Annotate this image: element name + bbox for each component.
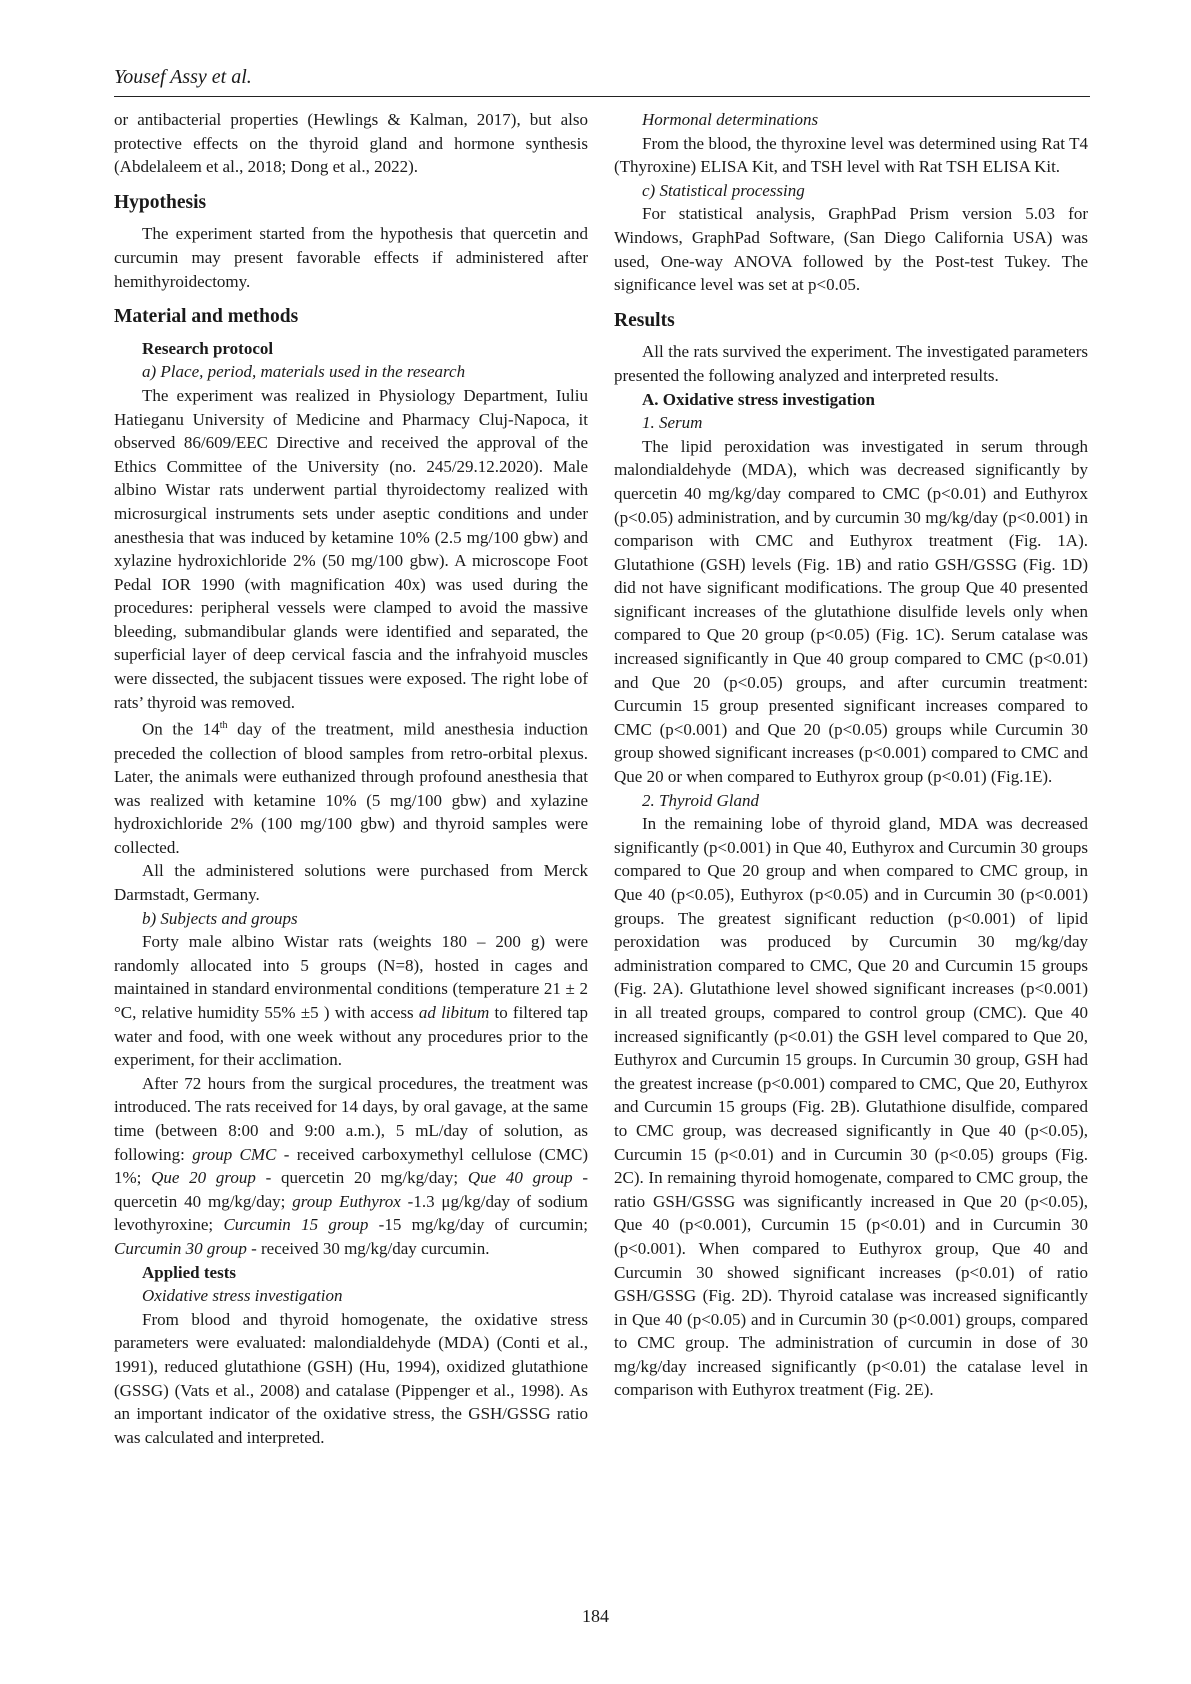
subheading-hormonal: Hormonal determinations — [642, 110, 819, 129]
paragraph-oxidative: From blood and thyroid homogenate, the oxidative stress parameters were evaluated: malondialdehyde (MDA) (Conti et al., 1991), reduced glutathione (GSH) (Hu, 1994), oxidized glutathione (GSSG) (Vats et al., 2008) and catalase (Pippenger et al., 1998). As an important indicator of the oxidative stress, the GSH/GSSG ratio was calculated and interpreted. — [114, 1309, 588, 1447]
paragraph-thyroid: In the remaining lobe of thyroid gland, MDA was decreased significantly (p<0.001) in Que 40, Euthyrox and Curcumin 30 groups compared to Que 20 group and when compared to CMC group, in Que 40 (p<0.05), Euthyrox (p<0.05) and in Curcumin 30 (p<0.001) groups. The greatest significant reduction (p<0.001) of lipid peroxidation was produced by Curcumin 30 mg/kg/day administration compared to CMC, Que 20 and Curcumin 15 groups (Fig. 2A). Glutathione level showed significant increases (p<0.001) in all treated groups, compared to control group (CMC). Que 40 increased significantly (p<0.01) the GSH level compared to Que 20, Euthyrox and Curcumin 15 groups. In Curcumin 30 group, GSH had the greatest increase (p<0.001) compared to CMC, Que 20, Euthyrox and Curcumin 15 groups (Fig. 2B). Glutathione disulfide, compared to CMC group, was decreased significantly in Que 40 (p<0.05), Curcumin 15 (p<0.01) and in Curcumin 30 (p<0.05) groups (Fig. 2C). In remaining thyroid homogenate, compared to CMC group, the ratio GSH/GSSG was significantly increased in Que 20 (p<0.05), Que 40 (p<0.001), Curcumin 15 (p<0.01) and in Curcumin 30 (p<0.001). When compared to Euthyrox group, Que 40 and Curcumin 30 showed significant increases (p<0.01) of ratio GSH/GSSG (Fig. 2D). Thyroid catalase was increased significantly in Que 40 (p<0.05) and in Curcumin 30 (p<0.001) groups, compared to CMC group. The administration of curcumin in dose of 30 mg/kg/day increased significantly (p<0.01) the catalase level in comparison with Euthyrox treatment (Fig. 2E). — [614, 814, 1088, 1400]
subheading-subjects: b) Subjects and groups — [142, 908, 298, 928]
paragraph-treatment: After 72 hours from the surgical procedures, the treatment was introduced. The rats received for 14 days, by oral gavage, at the same time (between 8:00 and 9:00 a.m.), 5 mL/day of solution, as following: group CMC - received carboxymethyl cellulose (CMC) 1%; Que 20 group - quercetin 20 mg/kg/day; Que 40 group - quercetin 40 mg/kg/day; group Euthyrox -1.3 μg/kg/day of sodium levothyroxine; Curcumin 15 group -15 mg/kg/day of curcumin; Curcumin 30 group - received 30 mg/kg/day curcumin. — [114, 1073, 588, 1258]
subheading-serum: 1. Serum — [642, 413, 703, 433]
paragraph-hypothesis: The experiment started from the hypothesis that quercetin and curcumin may present favorable effects if administered after hemithyroidectomy. — [114, 224, 588, 291]
left-column — [114, 108, 588, 1449]
heading-applied-tests: Applied tests — [142, 1262, 236, 1282]
heading-material-methods: Material and methods — [114, 306, 299, 328]
paragraph-results: All the rats survived the experiment. The investigated parameters presented the following analyzed and interpreted results. — [614, 342, 1088, 385]
heading-research-protocol: Research protocol — [142, 338, 274, 358]
paragraph-place: The experiment was realized in Physiology Department, Iuliu Hatieganu University of Medicine and Pharmacy Cluj-Napoca, it observed 86/609/EEC Directive and received the approval of the Ethics Committee of the University (no. 245/29.12.2020). Male albino Wistar rats underwent partial thyroidectomy realized with microsurgical instruments sets under aseptic conditions and under anesthesia that was induced by ketamine 10% (2.5 mg/100 gbw) and xylazine hydroxichloride 2% (50 mg/100 gbw). A microscope Foot Pedal IOR 1990 (with magnification 40x) was used during the procedures: peripheral vessels were clamped to avoid the massive bleeding, submandibular glands were identified and separated, the superficial layer of deep cervical fascia and the infrahyoid muscles were dissected, the subjacent tissues were exposed. The right lobe of rats’ thyroid was removed. — [114, 385, 588, 712]
running-header — [114, 62, 1090, 97]
heading-oxidative-investigation: A. Oxidative stress investigation — [642, 389, 875, 409]
paragraph-subjects: Forty male albino Wistar rats (weights 180 – 200 g) were randomly allocated into 5 groups (N=8), hosted in cages and maintained in standard environmental conditions (temperature 21 ± 2 °C, relative humidity 55% ±5 ) with access ad libitum to filtered tap water and food, with one week without any procedures prior to the experiment, for their acclimation. — [114, 932, 589, 1070]
paragraph-solutions: All the administered solutions were purchased from Merck Darmstadt, Germany. — [114, 861, 588, 905]
paragraph-hormonal: From the blood, the thyroxine level was determined using Rat T4 (Thyroxine) ELISA Kit, and TSH level with Rat TSH ELISA Kit. — [614, 133, 1088, 177]
paragraph-serum: The lipid peroxidation was investigated in serum through malondialdehyde (MDA), which was decreased significantly by quercetin 40 mg/kg/day compared to CMC (p<0.01) and Euthyrox (p<0.05) administration, and by curcumin 30 mg/kg/day (p<0.001) in comparison with CMC and Euthyrox treatment (Fig. 1A). Glutathione (GSH) levels (Fig. 1B) and ratio GSH/GSSG (Fig. 1D) did not have significant modifications. The group Que 40 presented significant increases of the glutathione disulfide levels only when compared to Que 20 group (p<0.05) (Fig. 1C). Serum catalase was increased significantly in Que 40 group compared to CMC (p<0.01) and Que 20 (p<0.05) groups, and after curcumin treatment: Curcumin 15 group presented significant increases compared to CMC (p<0.001) and Que 20 (p<0.05) groups while Curcumin 30 group showed significant increases (p<0.001) compared to CMC and Que 20 or when compared to Euthyrox group (p<0.01) (Fig.1E). — [614, 436, 1088, 787]
running-title: Yousef Assy et al. — [114, 66, 252, 88]
subheading-thyroid: 2. Thyroid Gland — [642, 790, 759, 810]
subheading-oxidative: Oxidative stress investigation — [142, 1286, 343, 1306]
heading-results: Results — [614, 309, 675, 331]
subheading-place: a) Place, period, materials used in the research — [142, 362, 466, 382]
intro-continuation: or antibacterial properties (Hewlings & Kalman, 2017), but also protective effects on the thyroid gland and hormone synthesis (Abdelaleem et al., 2018; Dong et al., 2022). — [114, 110, 588, 177]
paragraph-statistics: For statistical analysis, GraphPad Prism version 5.03 for Windows, GraphPad Software, (San Diego California USA) was used, One-way ANOVA followed by the Post-test Tukey. The significance level was set at p<0.05. — [614, 204, 1088, 295]
right-column — [614, 108, 1088, 1402]
subheading-statistics: c) Statistical processing — [642, 180, 805, 200]
heading-hypothesis: Hypothesis — [114, 191, 207, 213]
page-number: 184 — [582, 1606, 609, 1626]
paragraph-day-14: On the 14th day of the treatment, mild anesthesia induction preceded the collection of blood samples from retro-orbital plexus. Later, the animals were euthanized through profound anesthesia that was realized with ketamine 10% (5 mg/100 gbw) and xylazine hydroxichloride 2% (100 mg/100 gbw) and thyroid samples were collected. — [114, 719, 588, 857]
